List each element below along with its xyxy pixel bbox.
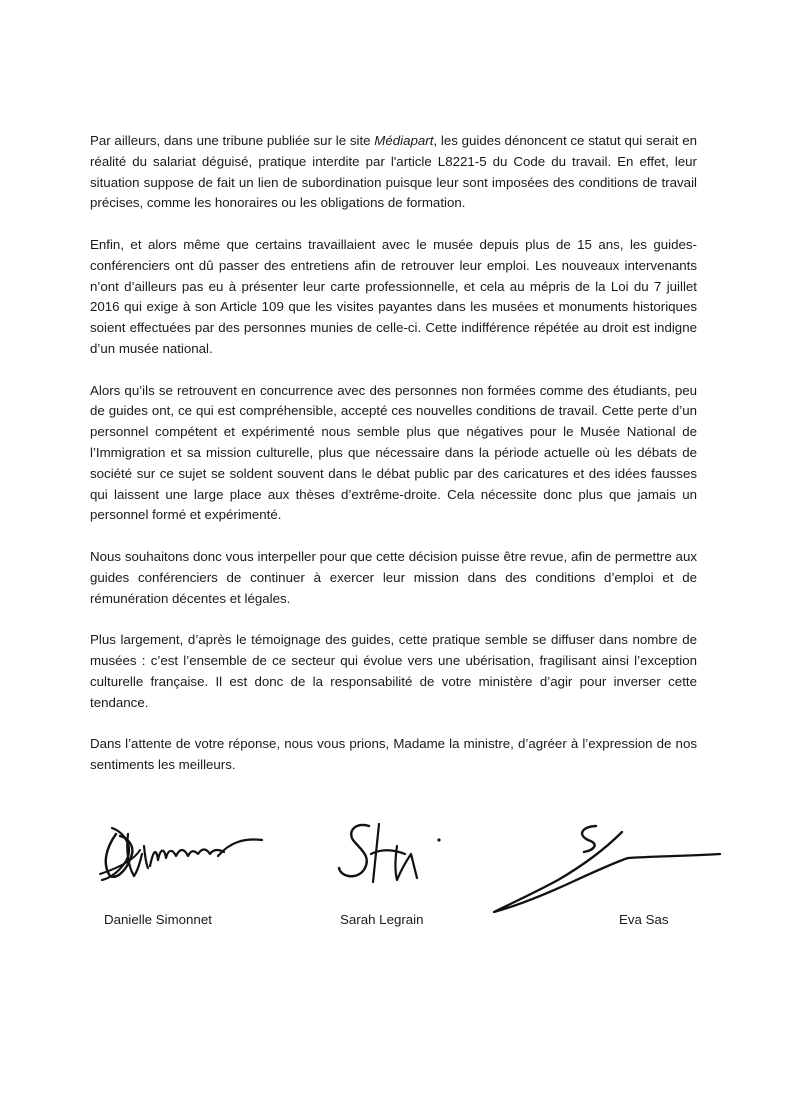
- paragraph-text: , les guides dénoncent ce statut qui serait en réalité du salariat déguisé, pratique interdite par l'article L8221-5 du Code du travail. En effet, leur situation suppose de fait un lien de subordination puisque leur sont imposées des conditions de travail précises, comme les honoraires ou les obligations de formation.: [90, 133, 697, 211]
- publication-name: Médiapart: [374, 133, 434, 148]
- signature-danielle-simonnet: [98, 820, 266, 888]
- signature-sarah-legrain: [335, 818, 447, 886]
- paragraph-competition: Alors qu’ils se retrouvent en concurrence avec des personnes non formées comme des étudiants, peu de guides ont, ce qui est compréhensible, accepté ces nouvelles conditions de travail. Cette perte d’un personnel compétent et expérimenté nous semble plus que négatives pour le Musée National de l’Immigration et sa mission culturelle, plus que nécessaire dans la période actuelle où les débats de société sur ce sujet se soldent souvent dans le débat public par des caricatures et des idées fausses qui laissent une large place aux thèses d’extrême-droite. Cela nécessite donc plus que jamais un personnel formé et expérimenté.: [90, 382, 697, 523]
- paragraph-closing: Dans l’attente de votre réponse, nous vous prions, Madame la ministre, d’agréer à l’expression de nos sentiments les meilleurs.: [90, 736, 697, 772]
- paragraph-request: Nous souhaitons donc vous interpeller pour que cette décision puisse être revue, afin de permettre aux guides conférenciers de continuer à exercer leur mission dans des conditions d’emploi et de rémunération décentes et légales.: [90, 548, 697, 606]
- signer-name-eva-sas: Eva Sas: [619, 912, 669, 927]
- letter-body: [90, 131, 697, 797]
- signature-eva-sas: [488, 822, 724, 916]
- signer-name-danielle-simonnet: Danielle Simonnet: [104, 912, 212, 927]
- paragraph-uberisation: Plus largement, d’après le témoignage des guides, cette pratique semble se diffuser dans nombre de musées : c’est l’ensemble de ce secteur qui évolue vers une ubérisation, fragilisant ainsi l’exception culturelle française. Il est donc de la responsabilité de votre ministère d’agir pour inverser cette tendance.: [90, 632, 697, 710]
- signer-name-sarah-legrain: Sarah Legrain: [340, 912, 424, 927]
- paragraph-mediapart: [90, 131, 697, 214]
- paragraph-text: Par ailleurs, dans une tribune publiée sur le site: [90, 133, 375, 148]
- paragraph-interviews: Enfin, et alors même que certains travaillaient avec le musée depuis plus de 15 ans, les guides-conférenciers ont dû passer des entretiens afin de retrouver leur emploi. Les nouveaux intervenants n’ont d’ailleurs pas eu à présenter leur carte professionnelle, et cela au mépris de la Loi du 7 juillet 2016 qui exige à son Article 109 que les visites payantes dans les musées et monuments historiques soient effectuées par des personnes munies de celle-ci. Cette indifférence répétée au droit est indigne d’un musée national.: [90, 236, 697, 356]
